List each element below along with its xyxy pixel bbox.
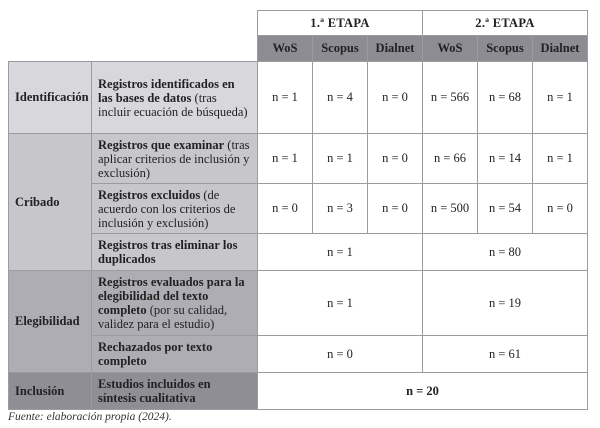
- cell-value: n = 1: [533, 62, 588, 134]
- cell-value: n = 0: [368, 184, 423, 234]
- phase-inclusion: Inclusión: [9, 373, 92, 410]
- db-header-dialnet-2: Dialnet: [533, 36, 588, 62]
- row-elegibilidad-rechazados: [9, 336, 588, 373]
- desc-normal: (por su calidad, validez para el estudio): [98, 303, 228, 331]
- blank-corner-2: [9, 36, 258, 62]
- database-header-row: [9, 36, 588, 62]
- cell-value: n = 14: [478, 134, 533, 184]
- desc-evaluados: [92, 271, 258, 336]
- desc-bold: Registros tras eliminar los duplicados: [98, 238, 238, 266]
- desc-excluidos: [92, 184, 258, 234]
- cell-value: n = 1: [258, 134, 313, 184]
- stage-2-header: 2.ª ETAPA: [423, 11, 588, 36]
- cell-value: n = 566: [423, 62, 478, 134]
- cell-value: n = 4: [313, 62, 368, 134]
- stage-1-header: 1.ª ETAPA: [258, 11, 423, 36]
- cell-value-stage-2: n = 80: [423, 234, 588, 271]
- cell-value: n = 66: [423, 134, 478, 184]
- desc-normal: (tras incluir ecuación de búsqueda): [98, 90, 248, 119]
- desc-normal: (de acuerdo con los criterios de inclusión y exclusión): [98, 187, 236, 230]
- stage-header-row: [9, 11, 588, 36]
- cell-value: n = 1: [533, 134, 588, 184]
- desc-normal: (tras aplicar criterios de inclusión y exclusión): [98, 137, 250, 180]
- desc-identificados: [92, 62, 258, 134]
- desc-duplicados: [92, 234, 258, 271]
- desc-bold: Registros evaluados para la elegibilidad del texto completo: [98, 275, 245, 317]
- cell-value-stage-2: n = 19: [423, 271, 588, 336]
- desc-rechazados: [92, 336, 258, 373]
- desc-bold: Estudios incluidos en síntesis cualitativa: [98, 377, 211, 405]
- phase-identificacion: Identificación: [9, 62, 92, 134]
- desc-bold: Registros excluidos: [98, 187, 201, 202]
- desc-incluidos: [92, 373, 258, 410]
- cell-value: n = 1: [258, 62, 313, 134]
- db-header-wos-2: WoS: [423, 36, 478, 62]
- row-elegibilidad-evaluados: [9, 271, 588, 336]
- cell-value: n = 500: [423, 184, 478, 234]
- db-header-wos-1: WoS: [258, 36, 313, 62]
- row-inclusion: [9, 373, 588, 410]
- cell-value: n = 1: [313, 134, 368, 184]
- cell-value: n = 0: [368, 134, 423, 184]
- cell-value-stage-1: n = 0: [258, 336, 423, 373]
- cell-value: n = 54: [478, 184, 533, 234]
- cell-value: n = 3: [313, 184, 368, 234]
- phase-elegibilidad: Elegibilidad: [9, 271, 92, 373]
- row-cribado-excluidos: [9, 184, 588, 234]
- row-cribado-examinar: [9, 134, 588, 184]
- cell-value-stage-2: n = 61: [423, 336, 588, 373]
- cell-value-total: n = 20: [258, 373, 588, 410]
- cell-value: n = 0: [368, 62, 423, 134]
- prisma-table: [8, 10, 588, 410]
- db-header-scopus-2: Scopus: [478, 36, 533, 62]
- phase-cribado: Cribado: [9, 134, 92, 271]
- source-caption: Fuente: elaboración propia (2024).: [8, 411, 172, 423]
- desc-bold: Registros que examinar: [98, 137, 225, 152]
- desc-bold: Registros identificados en las bases de datos: [98, 76, 235, 105]
- desc-bold: Rechazados por texto completo: [98, 340, 213, 368]
- desc-examinar: [92, 134, 258, 184]
- cell-value-stage-1: n = 1: [258, 271, 423, 336]
- row-identificacion: [9, 62, 588, 134]
- cell-value: n = 68: [478, 62, 533, 134]
- row-cribado-duplicados: [9, 234, 588, 271]
- cell-value: n = 0: [533, 184, 588, 234]
- blank-corner: [9, 11, 258, 36]
- db-header-dialnet-1: Dialnet: [368, 36, 423, 62]
- cell-value: n = 0: [258, 184, 313, 234]
- cell-value-stage-1: n = 1: [258, 234, 423, 271]
- db-header-scopus-1: Scopus: [313, 36, 368, 62]
